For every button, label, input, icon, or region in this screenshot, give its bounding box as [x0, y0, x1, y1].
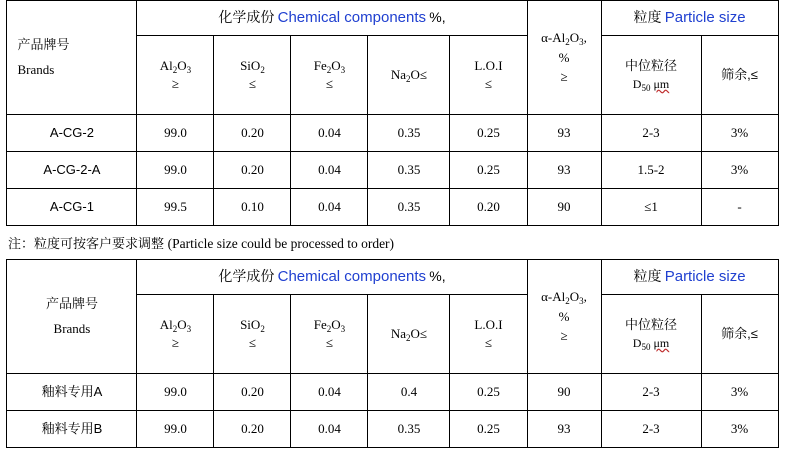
- header-chemical-cn: 化学成份: [218, 267, 275, 284]
- header-alpha-label: α-Al: [541, 30, 566, 46]
- row-sieve: 3%: [701, 411, 778, 448]
- header-col-al2o3: $Al_2O_3$ ≥: [137, 36, 214, 115]
- header-col-sieve-residue: 筛余,≤: [701, 295, 778, 374]
- row-median: 2-3: [601, 115, 701, 152]
- header-particle-cn: 粒度: [633, 267, 662, 284]
- row-al2o3: 99.0: [137, 152, 214, 189]
- header-col-al2o3-cmp: ≥: [171, 76, 180, 91]
- header-brands-en: Brands: [53, 320, 91, 336]
- header-alpha-alumina: [527, 1, 601, 115]
- table-header-row-top: [7, 260, 778, 295]
- note-line: [0, 226, 785, 259]
- header-col-sieve-residue: 筛余,≤: [701, 36, 778, 115]
- header-brands: [7, 1, 137, 115]
- row-sieve: 3%: [701, 374, 778, 411]
- row-sio2: 0.20: [214, 411, 291, 448]
- header-col-sio2-cmp: ≤: [248, 76, 257, 91]
- note-cn: 注：粒度可按客户要求调整: [8, 236, 165, 251]
- row-sieve: -: [701, 189, 778, 226]
- header-chemical-en: Chemical components: [277, 8, 427, 26]
- specification-table-1: [6, 0, 778, 226]
- specification-table-2: [6, 259, 778, 448]
- header-col-median-diameter: 中位粒径 $D_{50}$ μm: [601, 295, 701, 374]
- header-col-sio2: SiO$_2$ ≤: [214, 295, 291, 374]
- row-sieve: 3%: [701, 152, 778, 189]
- row-alpha: 93: [527, 115, 601, 152]
- header-alpha-sub: 2: [565, 37, 570, 48]
- row-loi: 0.25: [450, 152, 527, 189]
- row-al2o3: 99.0: [137, 374, 214, 411]
- row-sio2: 0.20: [214, 152, 291, 189]
- header-col-median-diameter: 中位粒径 $D_{50}$ μm: [601, 36, 701, 115]
- header-brands-cn: 产品牌号: [17, 36, 70, 52]
- header-col-sio2: SiO$_2$ ≤: [214, 36, 291, 115]
- row-median: 2-3: [601, 374, 701, 411]
- header-alpha-sub2: 3: [579, 37, 584, 48]
- row-na2o: 0.35: [368, 115, 450, 152]
- note-en: (Particle size could be processed to order): [167, 236, 395, 251]
- header-chemical-en: Chemical components: [277, 267, 427, 285]
- row-sio2: 0.10: [214, 189, 291, 226]
- header-chemical-unit: %,: [429, 267, 446, 284]
- header-col-loi: [450, 295, 527, 374]
- header-alpha-alumina: [527, 260, 601, 374]
- header-col-loi-label: L.O.I: [474, 316, 503, 332]
- row-al2o3: 99.0: [137, 411, 214, 448]
- row-loi: 0.20: [450, 189, 527, 226]
- table-row: [7, 115, 778, 152]
- header-median-cn: 中位粒径: [625, 58, 678, 74]
- header-col-loi-cmp: ≤: [484, 76, 493, 91]
- table-row: [7, 411, 778, 448]
- header-chemical-components: [137, 260, 527, 295]
- table-row: [7, 374, 778, 411]
- row-al2o3: 99.0: [137, 115, 214, 152]
- row-na2o: 0.35: [368, 152, 450, 189]
- header-alpha-label2: O: [569, 289, 580, 305]
- row-brand: 釉料专用B: [7, 411, 137, 448]
- header-median-unit: μm: [653, 335, 670, 350]
- header-col-loi-label: L.O.I: [474, 57, 503, 73]
- header-alpha-cmp: ≥: [560, 69, 568, 85]
- row-al2o3: 99.5: [137, 189, 214, 226]
- row-median: 2-3: [601, 411, 701, 448]
- header-col-fe2o3-cmp: ≤: [325, 335, 334, 350]
- header-particle-en: Particle size: [664, 267, 746, 285]
- row-fe2o3: 0.04: [291, 189, 368, 226]
- row-alpha: 93: [527, 152, 601, 189]
- header-alpha-label2: O: [569, 30, 580, 46]
- header-alpha-sub: 2: [565, 296, 570, 307]
- header-col-sio2-cmp: ≤: [248, 335, 257, 350]
- row-fe2o3: 0.04: [291, 411, 368, 448]
- row-na2o: 0.4: [368, 374, 450, 411]
- header-col-fe2o3-cmp: ≤: [325, 76, 334, 91]
- header-chemical-unit: %,: [429, 8, 446, 25]
- header-particle-en: Particle size: [664, 8, 746, 26]
- header-alpha-label: α-Al: [541, 289, 566, 305]
- header-median-unit: μm: [653, 76, 670, 91]
- header-chemical-cn: 化学成份: [218, 8, 275, 25]
- row-sio2: 0.20: [214, 374, 291, 411]
- header-alpha-sub2: 3: [579, 296, 584, 307]
- header-particle-size: [601, 260, 778, 295]
- header-alpha-percent: %: [558, 308, 570, 324]
- row-loi: 0.25: [450, 115, 527, 152]
- table-row: [7, 152, 778, 189]
- header-particle-cn: 粒度: [633, 8, 662, 25]
- header-brands-en: Brands: [17, 61, 55, 77]
- header-alpha-cmp: ≥: [560, 328, 568, 344]
- header-alpha-comma: ,: [583, 289, 587, 305]
- header-particle-size: [601, 1, 778, 36]
- row-brand: A-CG-2-A: [7, 152, 137, 189]
- row-alpha: 93: [527, 411, 601, 448]
- row-median: 1.5-2: [601, 152, 701, 189]
- header-col-al2o3: $Al_2O_3$ ≥: [137, 295, 214, 374]
- header-brands-cn: 产品牌号: [45, 295, 98, 311]
- row-alpha: 90: [527, 189, 601, 226]
- row-na2o: 0.35: [368, 189, 450, 226]
- row-na2o: 0.35: [368, 411, 450, 448]
- table-row: [7, 189, 778, 226]
- row-median: ≤1: [601, 189, 701, 226]
- header-col-loi: [450, 36, 527, 115]
- table-header-row-top: [7, 1, 778, 36]
- row-sieve: 3%: [701, 115, 778, 152]
- header-alpha-comma: ,: [583, 30, 587, 46]
- row-sio2: 0.20: [214, 115, 291, 152]
- header-brands: [7, 260, 137, 374]
- row-brand: A-CG-2: [7, 115, 137, 152]
- row-brand: 釉料专用A: [7, 374, 137, 411]
- row-alpha: 90: [527, 374, 601, 411]
- header-col-na2o: $Na_2O\le$: [368, 36, 450, 115]
- header-col-fe2o3: $Fe_2O_3$ ≤: [291, 36, 368, 115]
- row-brand: A-CG-1: [7, 189, 137, 226]
- header-median-cn: 中位粒径: [625, 317, 678, 333]
- header-col-fe2o3: $Fe_2O_3$ ≤: [291, 295, 368, 374]
- header-chemical-components: [137, 1, 527, 36]
- header-alpha-percent: %: [558, 49, 570, 65]
- row-fe2o3: 0.04: [291, 115, 368, 152]
- header-col-al2o3-cmp: ≥: [171, 335, 180, 350]
- row-loi: 0.25: [450, 374, 527, 411]
- row-fe2o3: 0.04: [291, 374, 368, 411]
- header-col-na2o: $Na_2O\le$: [368, 295, 450, 374]
- row-fe2o3: 0.04: [291, 152, 368, 189]
- row-loi: 0.25: [450, 411, 527, 448]
- header-col-loi-cmp: ≤: [484, 335, 493, 350]
